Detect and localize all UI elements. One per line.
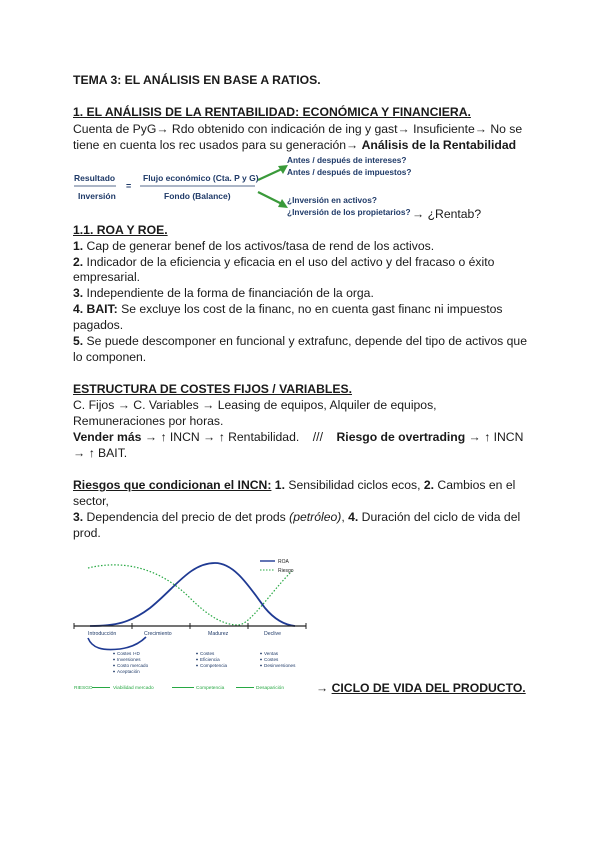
legend-riesgo: Riesgo bbox=[278, 568, 294, 574]
stage-label-madurez: Madurez bbox=[208, 631, 229, 637]
costes-line-4: → ↑ BAIT. bbox=[73, 446, 128, 460]
bullet-1-3: Costo mercado bbox=[117, 663, 149, 668]
bullet-dots-2 bbox=[196, 653, 198, 667]
bullets-crecimiento bbox=[117, 651, 149, 674]
riesgo-text-3-comma: , bbox=[341, 510, 349, 524]
bullet-1-4: Aceptación bbox=[117, 669, 140, 674]
roa-item-5-text: Se puede descomponer en funcional y extrafunc, depende del tipo de activos que bbox=[83, 334, 527, 348]
roa-item-2 bbox=[73, 254, 494, 270]
formula-flujo: Flujo económico (Cta. P y G) bbox=[143, 173, 259, 183]
formula-equals: = bbox=[126, 181, 132, 191]
ciclo-arrow: → bbox=[316, 681, 332, 695]
riesgo-overtrading-text: → ↑ INCN bbox=[465, 430, 524, 444]
formula-question-impuestos: Antes / después de impuestos? bbox=[287, 167, 412, 177]
vender-mas-label: Vender más bbox=[73, 430, 142, 444]
roa-curve bbox=[90, 563, 295, 626]
roa-item-4-text: Se excluye los cost de la financ, no en cuenta gast financ ni impuestos bbox=[117, 302, 503, 316]
riesgo-curve bbox=[88, 565, 292, 625]
section-1-1-heading: 1.1. ROA Y ROE. bbox=[73, 223, 168, 237]
bullet-3-2: Costes bbox=[264, 657, 279, 662]
riesgos-heading: Riesgos que condicionan el INCN: bbox=[73, 478, 272, 492]
bullet-2-2: Eficiencia bbox=[200, 657, 220, 662]
riesgos-line-4: prod. bbox=[73, 526, 101, 540]
stage-label-declive: Declive bbox=[264, 631, 282, 637]
introduction-dip-curve bbox=[88, 637, 146, 650]
vender-mas-text: → ↑ INCN → ↑ Rentabilidad. /// bbox=[141, 430, 337, 444]
legend-roa: ROA bbox=[278, 559, 289, 565]
bullet-2-1: Costes bbox=[200, 651, 215, 656]
formula-question-propietarios: ¿Inversión de los propietarios? bbox=[287, 207, 411, 217]
roa-item-4-number: 4. BAIT: bbox=[73, 302, 118, 316]
bottom-viabilidad: Viabilidad mercado bbox=[113, 686, 154, 691]
green-arrow-up-icon bbox=[258, 165, 288, 180]
riesgo-text-3: Dependencia del precio de det prods bbox=[83, 510, 290, 524]
roa-item-1-text: Cap de generar benef de los activos/tasa de rend de los activos. bbox=[83, 239, 435, 253]
section-1-heading: 1. EL ANÁLISIS DE LA RENTABILIDAD: ECONÓMICA Y FINANCIERA. bbox=[73, 105, 471, 119]
riesgo-text-4: Duración del ciclo de vida del bbox=[358, 510, 521, 524]
roa-item-3-number: 3. bbox=[73, 286, 84, 300]
section-1-line-1: Cuenta de PyG→ Rdo obtenido con indicación de ing y gast→ Insuficiente→ No se bbox=[73, 122, 523, 136]
costes-line-1: C. Fijos → C. Variables → Leasing de equipos, Alquiler de equipos, bbox=[73, 398, 437, 412]
formula-question-activos: ¿Inversión en activos? bbox=[287, 195, 377, 205]
bottom-riesgo-label: RIESGO bbox=[74, 686, 93, 691]
roa-item-2-text: Indicador de la eficiencia y eficacia en el uso del activo y del fracaso o éxito bbox=[83, 255, 495, 269]
riesgo-text-1: Sensibilidad ciclos ecos, bbox=[284, 478, 424, 492]
riesgo-num-1: 1. bbox=[271, 478, 285, 492]
roa-item-2-number: 2. bbox=[73, 255, 84, 269]
formula-question-intereses: Antes / después de intereses? bbox=[287, 155, 407, 165]
roa-item-1 bbox=[73, 238, 434, 254]
roa-item-4-cont: pagados. bbox=[73, 318, 124, 332]
roa-item-3-text: Independiente de la forma de financiación de la orga. bbox=[83, 286, 374, 300]
stage-label-crecimiento: Crecimiento bbox=[144, 631, 172, 637]
rentabilidad-formula-figure bbox=[70, 152, 420, 224]
riesgo-text-2: Cambios en el bbox=[434, 478, 516, 492]
bullet-1-2: Inversiones bbox=[117, 657, 141, 662]
section-1-line-2 bbox=[73, 137, 516, 153]
bullet-3-1: Ventas bbox=[264, 651, 279, 656]
riesgo-text-3-italic: (petróleo) bbox=[289, 510, 342, 524]
bullet-2-3: Competencia bbox=[200, 663, 228, 668]
document-title: TEMA 3: EL ANÁLISIS EN BASE A RATIOS. bbox=[73, 73, 321, 87]
bullet-3-3: Desinversiones bbox=[264, 663, 296, 668]
section-1-line-2-text: tiene en cuenta los rec usados para su generación→ bbox=[73, 138, 362, 152]
costes-line-3 bbox=[73, 429, 523, 445]
roa-item-5-cont: lo componen. bbox=[73, 350, 147, 364]
costes-line-2: Remuneraciones por horas. bbox=[73, 414, 224, 428]
product-life-cycle-chart bbox=[70, 553, 310, 698]
bottom-desaparicion: Desaparición bbox=[256, 686, 284, 691]
riesgo-overtrading-label: Riesgo de overtrading bbox=[336, 430, 466, 444]
bullets-madurez bbox=[200, 651, 228, 668]
roa-item-5-number: 5. bbox=[73, 334, 84, 348]
bullet-1-1: Costes I+D bbox=[117, 651, 140, 656]
ciclo-vida-label: CICLO DE VIDA DEL PRODUCTO. bbox=[331, 681, 526, 695]
riesgos-line-3 bbox=[73, 509, 520, 525]
analisis-rentabilidad-label: Análisis de la Rentabilidad bbox=[361, 138, 517, 152]
roa-item-3 bbox=[73, 285, 374, 301]
bullet-dots-1 bbox=[113, 653, 115, 673]
bullets-declive bbox=[264, 651, 296, 668]
bottom-competencia: Competencia bbox=[196, 686, 225, 691]
riesgos-line-2: sector, bbox=[73, 494, 109, 508]
roa-item-4 bbox=[73, 301, 503, 317]
rentab-question: → ¿Rentab? bbox=[412, 207, 482, 221]
roa-item-1-number: 1. bbox=[73, 239, 84, 253]
roa-item-5 bbox=[73, 333, 527, 349]
green-arrow-down-icon bbox=[258, 192, 288, 208]
riesgos-line-1 bbox=[73, 477, 515, 493]
bullet-dots-3 bbox=[260, 653, 262, 667]
roa-item-2-cont: empresarial. bbox=[73, 270, 141, 284]
riesgo-num-3: 3. bbox=[73, 510, 84, 524]
formula-resultado: Resultado bbox=[74, 173, 116, 183]
riesgo-num-2: 2. bbox=[423, 478, 435, 492]
costes-heading: ESTRUCTURA DE COSTES FIJOS / VARIABLES. bbox=[73, 382, 352, 396]
riesgo-num-4: 4. bbox=[348, 510, 359, 524]
formula-inversion: Inversión bbox=[78, 191, 116, 201]
formula-fondo: Fondo (Balance) bbox=[164, 191, 231, 201]
stage-label-introduccion: Introducción bbox=[88, 631, 117, 637]
ciclo-vida-line bbox=[316, 680, 526, 696]
